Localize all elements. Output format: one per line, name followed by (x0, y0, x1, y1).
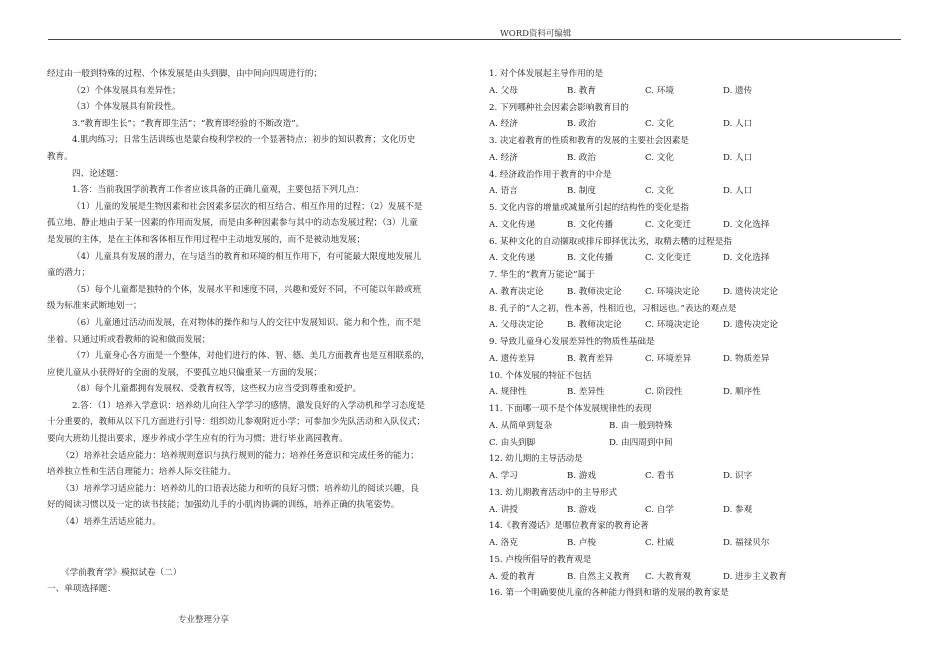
option-item: C. 看书 (645, 471, 674, 481)
text-line: 《学前教育学》模拟试卷（二） (61, 567, 182, 578)
text-line: （6）儿童通过活动而发展，在对物体的操作和与人的交往中发展知识、能力和个性，而不是 (72, 317, 422, 328)
question-text: 10. 个体发展的特征不包括 (489, 370, 592, 381)
option-row (489, 351, 899, 368)
option-item: A. 父母决定论 (489, 320, 544, 331)
option-row (489, 116, 899, 133)
option-item: A. 教育决定论 (489, 286, 544, 297)
text-line: 四、论述题： (72, 168, 124, 179)
text-line: 好的阅读习惯以及一定的读书技能；加强幼儿手的小肌肉协调的训练，培养正确的执笔姿势。 (47, 500, 400, 511)
option-row (489, 535, 899, 552)
option-item: D. 文化选择 (723, 219, 770, 230)
option-item: A. 讲授 (489, 504, 518, 515)
option-item: B. 政治 (567, 119, 596, 130)
option-item: B. 文化传播 (567, 219, 614, 230)
question-text: 15. 卢梭所倡导的教育观是 (489, 554, 592, 565)
question-text: 4. 经济政治作用于教育的中介是 (489, 169, 612, 180)
option-item: C. 文化 (645, 186, 674, 197)
option-item: C. 环境决定论 (645, 286, 700, 297)
text-line: 4.肌肉练习；日常生活训练也是蒙台梭利学校的一个显著特点；初步的知识教育；文化历史 (72, 135, 416, 146)
option-item: D. 遗传决定论 (723, 320, 779, 331)
right-column (489, 66, 899, 602)
option-item: A. 经济 (489, 152, 518, 163)
option-item: D. 遗传 (723, 85, 753, 96)
text-line: 培养独立性和生活自理能力；培养人际交往能力。 (47, 467, 237, 478)
option-item: C. 由头到脚 (489, 437, 536, 448)
option-item: B. 教育 (567, 85, 596, 96)
option-item: D. 福禄贝尔 (723, 538, 770, 548)
text-line: 十分重要的，教师从以下几方面进行引导：组织幼儿参观附近小学；可参加少先队活动和入队仪式； (47, 417, 426, 428)
option-item: A. 规律性 (489, 387, 527, 398)
option-item: C. 杜威 (645, 538, 674, 548)
text-line: （5）每个儿童都是独特的个体，发展水平和速度不同，兴趣和爱好不同，不可能以年龄或班 (72, 284, 422, 295)
section-spacer (47, 531, 467, 565)
option-item: C. 环境 (645, 85, 674, 96)
option-item: B. 文化传播 (567, 253, 614, 264)
option-item: D. 参观 (723, 504, 753, 515)
option-item: C. 环境差异 (645, 353, 692, 364)
option-row (489, 418, 899, 435)
option-item: B. 卢梭 (567, 538, 596, 548)
option-row (489, 183, 899, 200)
text-line: （4）培养生活适应能力。 (61, 517, 161, 528)
option-item: B. 游戏 (567, 471, 596, 481)
option-row (489, 317, 899, 334)
text-line: （2）培养社会适应能力：培养规则意识与执行规则的能力；培养任务意识和完成任务的能力； (61, 450, 419, 461)
question-text: 5. 文化内容的增量或减量所引起的结构性的变化是指 (489, 203, 689, 213)
text-line: 孤立地、静止地由于某一因素的作用而发展，而是由多种因素参与其中的动态发展过程；（3）儿童 (47, 218, 418, 229)
option-item: B. 政治 (567, 152, 596, 163)
left-column (47, 66, 467, 598)
question-text: 16. 第一个明确要使儿童的各种能力得到和谐的发展的教育家是 (489, 588, 729, 599)
option-item: C. 环境决定论 (645, 320, 700, 331)
option-item: D. 人口 (723, 186, 753, 197)
option-item: C. 自学 (645, 504, 674, 515)
option-item: D. 由四周到中间 (609, 437, 673, 448)
option-row (489, 284, 899, 301)
question-text: 13. 幼儿期教育活动中的主导形式 (489, 487, 618, 498)
option-item: D. 人口 (723, 152, 753, 163)
option-item: B. 由一般到特殊 (609, 420, 673, 431)
text-line: 要向大班幼儿提出要求，逐步养成小学生应有的行为习惯；进行毕业离园教育。 (47, 434, 348, 445)
text-line: 是发展的主体，是在主体和客体相互作用过程中主动地发展的，而不是被动地发展； (47, 234, 365, 245)
text-line: 2.答：（1）培养入学意识：培养幼儿向往入学学习的感情，激发良好的入学动机和学习态度是 (72, 400, 426, 411)
option-item: B. 教师决定论 (567, 286, 622, 297)
question-text: 11. 下面哪一项不是个体发展规律性的表现 (489, 404, 652, 414)
option-item: A. 经济 (489, 119, 518, 130)
question-text: 6. 某种文化的自动撷取或排斥即择优汰劣，取精去糟的过程是指 (489, 236, 732, 247)
option-item: A. 文化传递 (489, 253, 536, 264)
option-item: C. 大教育观 (645, 571, 692, 582)
text-line: 级为标准来武断地划一； (47, 301, 142, 312)
header-rule (48, 39, 901, 40)
option-item: C. 文化 (645, 119, 674, 130)
text-line: 坐着、只通过听或看教师的说和做而发展； (47, 334, 211, 345)
option-row (489, 150, 899, 167)
option-item: B. 教师决定论 (567, 320, 622, 331)
option-item: D. 文化选择 (723, 253, 770, 264)
option-item: B. 制度 (567, 186, 596, 197)
text-line: 应使儿童从小获得好的全面的发展，不要孤立地只偏重某一方面的发展； (47, 367, 323, 378)
option-row (489, 569, 899, 586)
text-line: 一、单项选择题： (47, 584, 116, 595)
option-item: A. 洛克 (489, 538, 518, 548)
option-item: D. 进步主义教育 (723, 571, 787, 582)
option-item: C. 阶段性 (645, 387, 683, 398)
text-line: 童的潜力； (47, 268, 90, 279)
option-item: C. 文化变迁 (645, 219, 692, 230)
question-text: 7. 华生的“教育万能论”属于 (489, 270, 595, 280)
option-item: D. 人口 (723, 119, 753, 130)
option-row (489, 502, 899, 519)
question-text: 9. 导致儿童身心发展差异性的物质性基础是 (489, 337, 655, 347)
option-item: B. 教育差异 (567, 353, 614, 364)
option-item: C. 文化 (645, 152, 674, 163)
option-item: D. 物质差异 (723, 353, 770, 364)
text-line: （4）儿童具有发展的潜力，在与适当的教育和环境的相互作用下，有可能最大限度地发展儿 (72, 251, 422, 262)
question-text: 1. 对个体发展起主导作用的是 (489, 69, 604, 79)
text-line: 经过由一般到特殊的过程、个体发展是由头到脚，由中间向四周进行的； (47, 69, 323, 79)
text-line: （2）个体发展具有差异性； (72, 85, 181, 96)
option-item: A. 语言 (489, 186, 518, 197)
option-item: D. 识字 (723, 471, 753, 481)
option-item: B. 游戏 (567, 504, 596, 515)
option-row (489, 468, 899, 485)
option-item: B. 自然主义教育 (567, 571, 631, 582)
option-item: C. 文化变迁 (645, 253, 692, 264)
option-row (489, 217, 899, 234)
question-text: 14.《教育漫话》是哪位教育家的教育论著 (489, 521, 649, 532)
text-line: 教育。 (47, 151, 73, 162)
text-line: （7）儿童身心各方面是一个整体，对他们进行的体、智、德、美几方面教育也是互相联系的， (72, 351, 430, 362)
page-header: WORD资料可编辑 (500, 29, 572, 39)
option-item: A. 从简单到复杂 (489, 420, 553, 431)
option-item: A. 遗传差异 (489, 353, 536, 364)
question-text: 3. 决定着教育的性质和教育的发展的主要社会因素是 (489, 136, 689, 146)
text-line: （8）每个儿童都拥有发展权、受教育权等，这些权力应当受到尊重和爱护。 (72, 384, 362, 395)
option-row (489, 250, 899, 267)
page-footer: 专业整理分享 (178, 615, 230, 625)
option-row (489, 435, 899, 452)
option-item: A. 父母 (489, 85, 518, 96)
text-line: （3）培养学习适应能力：培养幼儿的口语表达能力和听的良好习惯；培养幼儿的阅读兴趣，良 (61, 483, 419, 494)
option-item: A. 学习 (489, 471, 518, 481)
question-text: 8. 孔子的“人之初，性本善，性相近也，习相远也。”表达的观点是 (489, 303, 737, 314)
option-item: B. 差异性 (567, 387, 605, 398)
option-item: D. 顺序性 (723, 387, 761, 398)
option-item: A. 文化传递 (489, 219, 536, 230)
text-line: 3.“教育即生长”；“教育即生活”；“教育即经验的不断改造”。 (72, 118, 305, 129)
option-item: A. 爱的教育 (489, 571, 536, 582)
option-item: D. 遗传决定论 (723, 286, 779, 297)
question-text: 2. 下列哪种社会因素会影响教育目的 (489, 102, 629, 113)
text-line: （3）个体发展具有阶段性。 (72, 102, 181, 113)
text-line: （1）儿童的发展是生物因素和社会因素多层次的相互结合、相互作用的过程；（2）发展不是 (72, 201, 423, 212)
question-text: 12. 幼儿期的主导活动是 (489, 454, 583, 465)
text-line: 1.答：当前我国学前教育工作者应该具备的正确儿童观，主要包括下列几点： (72, 185, 364, 196)
option-row (489, 384, 899, 401)
option-row (489, 83, 899, 100)
